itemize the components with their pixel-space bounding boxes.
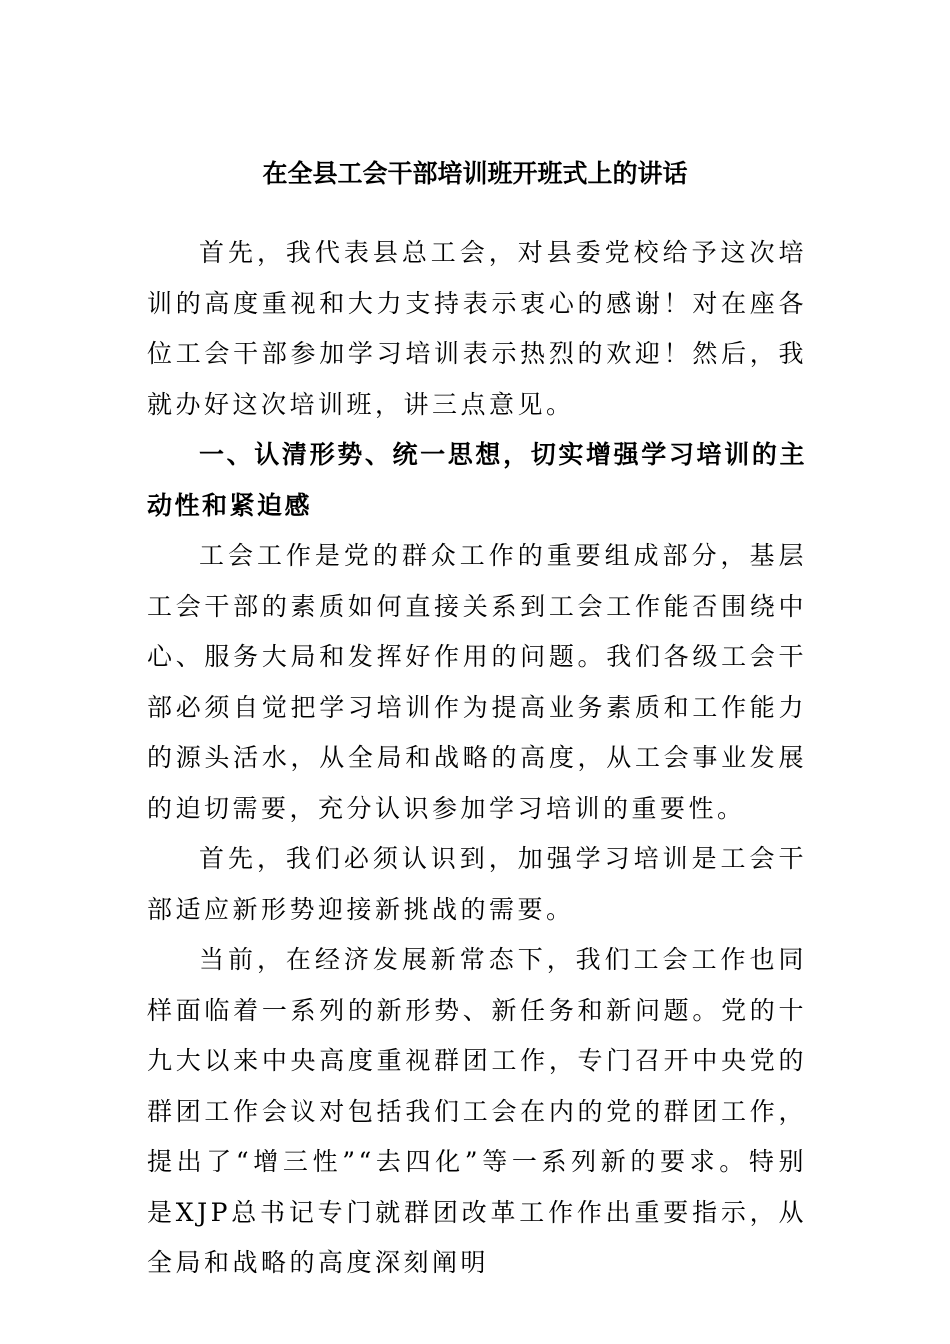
paragraph-4: 当前，在经济发展新常态下，我们工会工作也同样面临着一系列的新形势、新任务和新问题。党的十九大以来中央高度重视群团工作，专门召开中央党的群团工作会议对包括我们工会在内的党的群团工作，提出了“增三性”“去四化”等一系列新的要求。特别是XJP总书记专门就群团改革工作作出重要指示，从全局和战略的高度深刻阐明: [147, 945, 807, 1277]
document-title: 在全县工会干部培训班开班式上的讲话: [262, 159, 688, 188]
paragraph-2: 工会工作是党的群众工作的重要组成部分，基层工会干部的素质如何直接关系到工会工作能否围绕中心、服务大局和发挥好作用的问题。我们各级工会干部必须自觉把学习培训作为提高业务素质和工作能力的源头活水，从全局和战略的高度，从工会事业发展的迫切需要，充分认识参加学习培训的重要性。: [147, 541, 807, 823]
paragraph-3: 首先，我们必须认识到，加强学习培训是工会干部适应新形势迎接新挑战的需要。: [147, 844, 807, 924]
section-heading-1: 一、认清形势、统一思想，切实增强学习培训的主动性和紧迫感: [147, 440, 807, 520]
document-body: [147, 228, 807, 1289]
paragraph-1: 首先，我代表县总工会，对县委党校给予这次培训的高度重视和大力支持表示衷心的感谢！对在座各位工会干部参加学习培训表示热烈的欢迎！然后，我就办好这次培训班，讲三点意见。: [147, 238, 807, 419]
